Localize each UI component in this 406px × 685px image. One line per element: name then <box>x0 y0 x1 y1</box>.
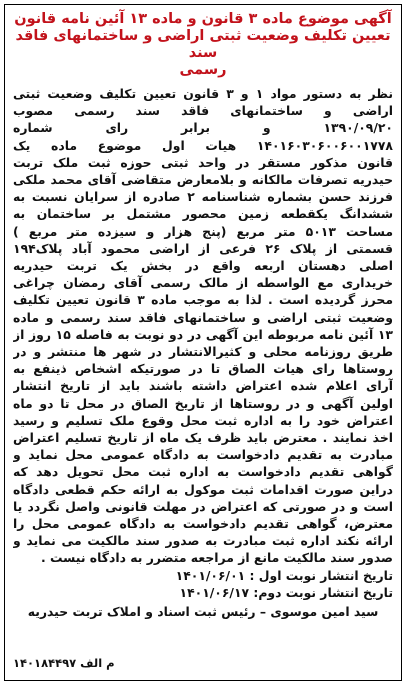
body-line: معترض، گواهی تقدیم دادخواست به دادگاه عمومی محل را <box>13 516 393 532</box>
body-line: اولین آگهی و در روستاها از تاریخ الصاق در محل تا دو ماه <box>13 395 393 411</box>
second-publication-date: تاریخ انتشار نوبت دوم: ۱۴۰۱/۰۶/۱۷ <box>179 584 393 600</box>
publication-dates <box>13 567 393 601</box>
body-line: گواهی تقدیم دادخواست به اداره ثبت محل تحویل دهد که <box>13 464 393 480</box>
body-line: ششدانگ یکقطعه زمین محصور مشتمل بر ساختمان به <box>13 206 393 222</box>
notice-title-line: آگهی موضوع ماده ۳ قانون و ماده ۱۳ آئین نامه قانون <box>14 11 392 27</box>
body-line: ۱۴۰۱۶۰۳۰۶۰۰۶۰۰۱۷۷۸ هیات اول موضوع ماده یک <box>13 137 393 153</box>
signature-line: سید امین موسوی – رئیس ثبت اسناد و املاک تربت حیدریه <box>27 604 379 620</box>
notice-title-line: تعیین تکلیف وضعیت ثبتی اراضی و ساختمانهای فاقد سند <box>15 28 391 61</box>
body-line: اخذ نمایند . معترض باید ظرف یک ماه از تاریخ تسلیم اعتراض <box>13 430 393 446</box>
body-line: ۱۳۹۰/۰۹/۲۰ و برابر رای شماره <box>13 120 393 136</box>
body-line: طریق روزنامه محلی و کثیرالانتشار در شهر ها منتشر و در <box>13 344 393 360</box>
body-line: اصلی دهستان اربعه واقع در بخش یک تربت حیدریه <box>13 258 393 274</box>
legal-notice <box>4 4 402 681</box>
reference-number: م الف ۱۴۰۱۸۴۴۹۷ <box>13 656 115 670</box>
body-line: دراین صورت اقدامات ثبت موکول به ارائه حکم قطعی دادگاه <box>13 481 393 497</box>
body-line: ۱۳ آئین نامه مربوطه این آگهی در دو نوبت به فاصله ۱۵ روز از <box>13 326 393 342</box>
body-line: مساحت ۵۰۱۳ متر مربع (پنج هزار و سیزده متر مربع ) <box>13 223 393 239</box>
body-line: صدور سند مالکیت مانع از مراجعه متضرر به دادگاه نیست . <box>41 550 393 566</box>
body-line: قسمتی از پلاک ۲۶ فرعی از اراضی محمود آباد پلاک۱۹۴ <box>13 240 393 256</box>
body-line: قانون مذکور مستقر در واحد ثبتی حوزه ثبت ملک تربت <box>13 154 393 170</box>
body-line: اراضی و ساختمانهای فاقد سند رسمی مصوب <box>13 103 393 119</box>
body-line: خریداری مع الواسطه از مالک رسمی آقای رمضان چراغی <box>13 275 393 291</box>
notice-title <box>13 11 393 79</box>
notice-title-line: رسمی <box>179 62 227 78</box>
body-line: مبادرت به تقدیم دادخواست به دادگاه عمومی محل نماید و <box>13 447 393 463</box>
body-line: نظر به دستور مواد ۱ و ۳ قانون تعیین تکلیف وضعیت ثبتی <box>13 86 393 101</box>
body-line: ارائه نکند اداره ثبت مبادرت به صدور سند مالکیت می نماید و <box>13 533 393 549</box>
notice-body <box>13 85 393 567</box>
body-line: وضعیت ثبتی اراضی و ساختمانهای فاقد سند رسمی و ماده <box>13 309 393 325</box>
first-publication-date: تاریخ انتشار نوبت اول : ۱۴۰۱/۰۶/۰۱ <box>175 567 393 583</box>
body-line: آرای اعلام شده اعتراض داشته باشند باید از تاریخ انتشار <box>13 378 393 394</box>
body-line: محرز گردیده است . لذا به موجب ماده ۳ قانون تعیین تکلیف <box>13 292 393 308</box>
body-line: است و در صورتی که اعتراض در مهلت قانونی واصل نگردد یا <box>13 498 393 514</box>
body-line: روستاها رای هیات الصاق تا در صورتیکه اشخاص ذینفع به <box>13 361 393 377</box>
body-line: اعتراض خود را به اداره ثبت محل وقوع ملک تسلیم و رسید <box>13 412 393 428</box>
body-line: فرزند حسن بشماره شناسنامه ۲ صادره از سرایان نسبت به <box>13 189 393 205</box>
body-line: حیدریه تصرفات مالکانه و بلامعارض متقاضی آقای محمد ملکی <box>13 172 393 188</box>
